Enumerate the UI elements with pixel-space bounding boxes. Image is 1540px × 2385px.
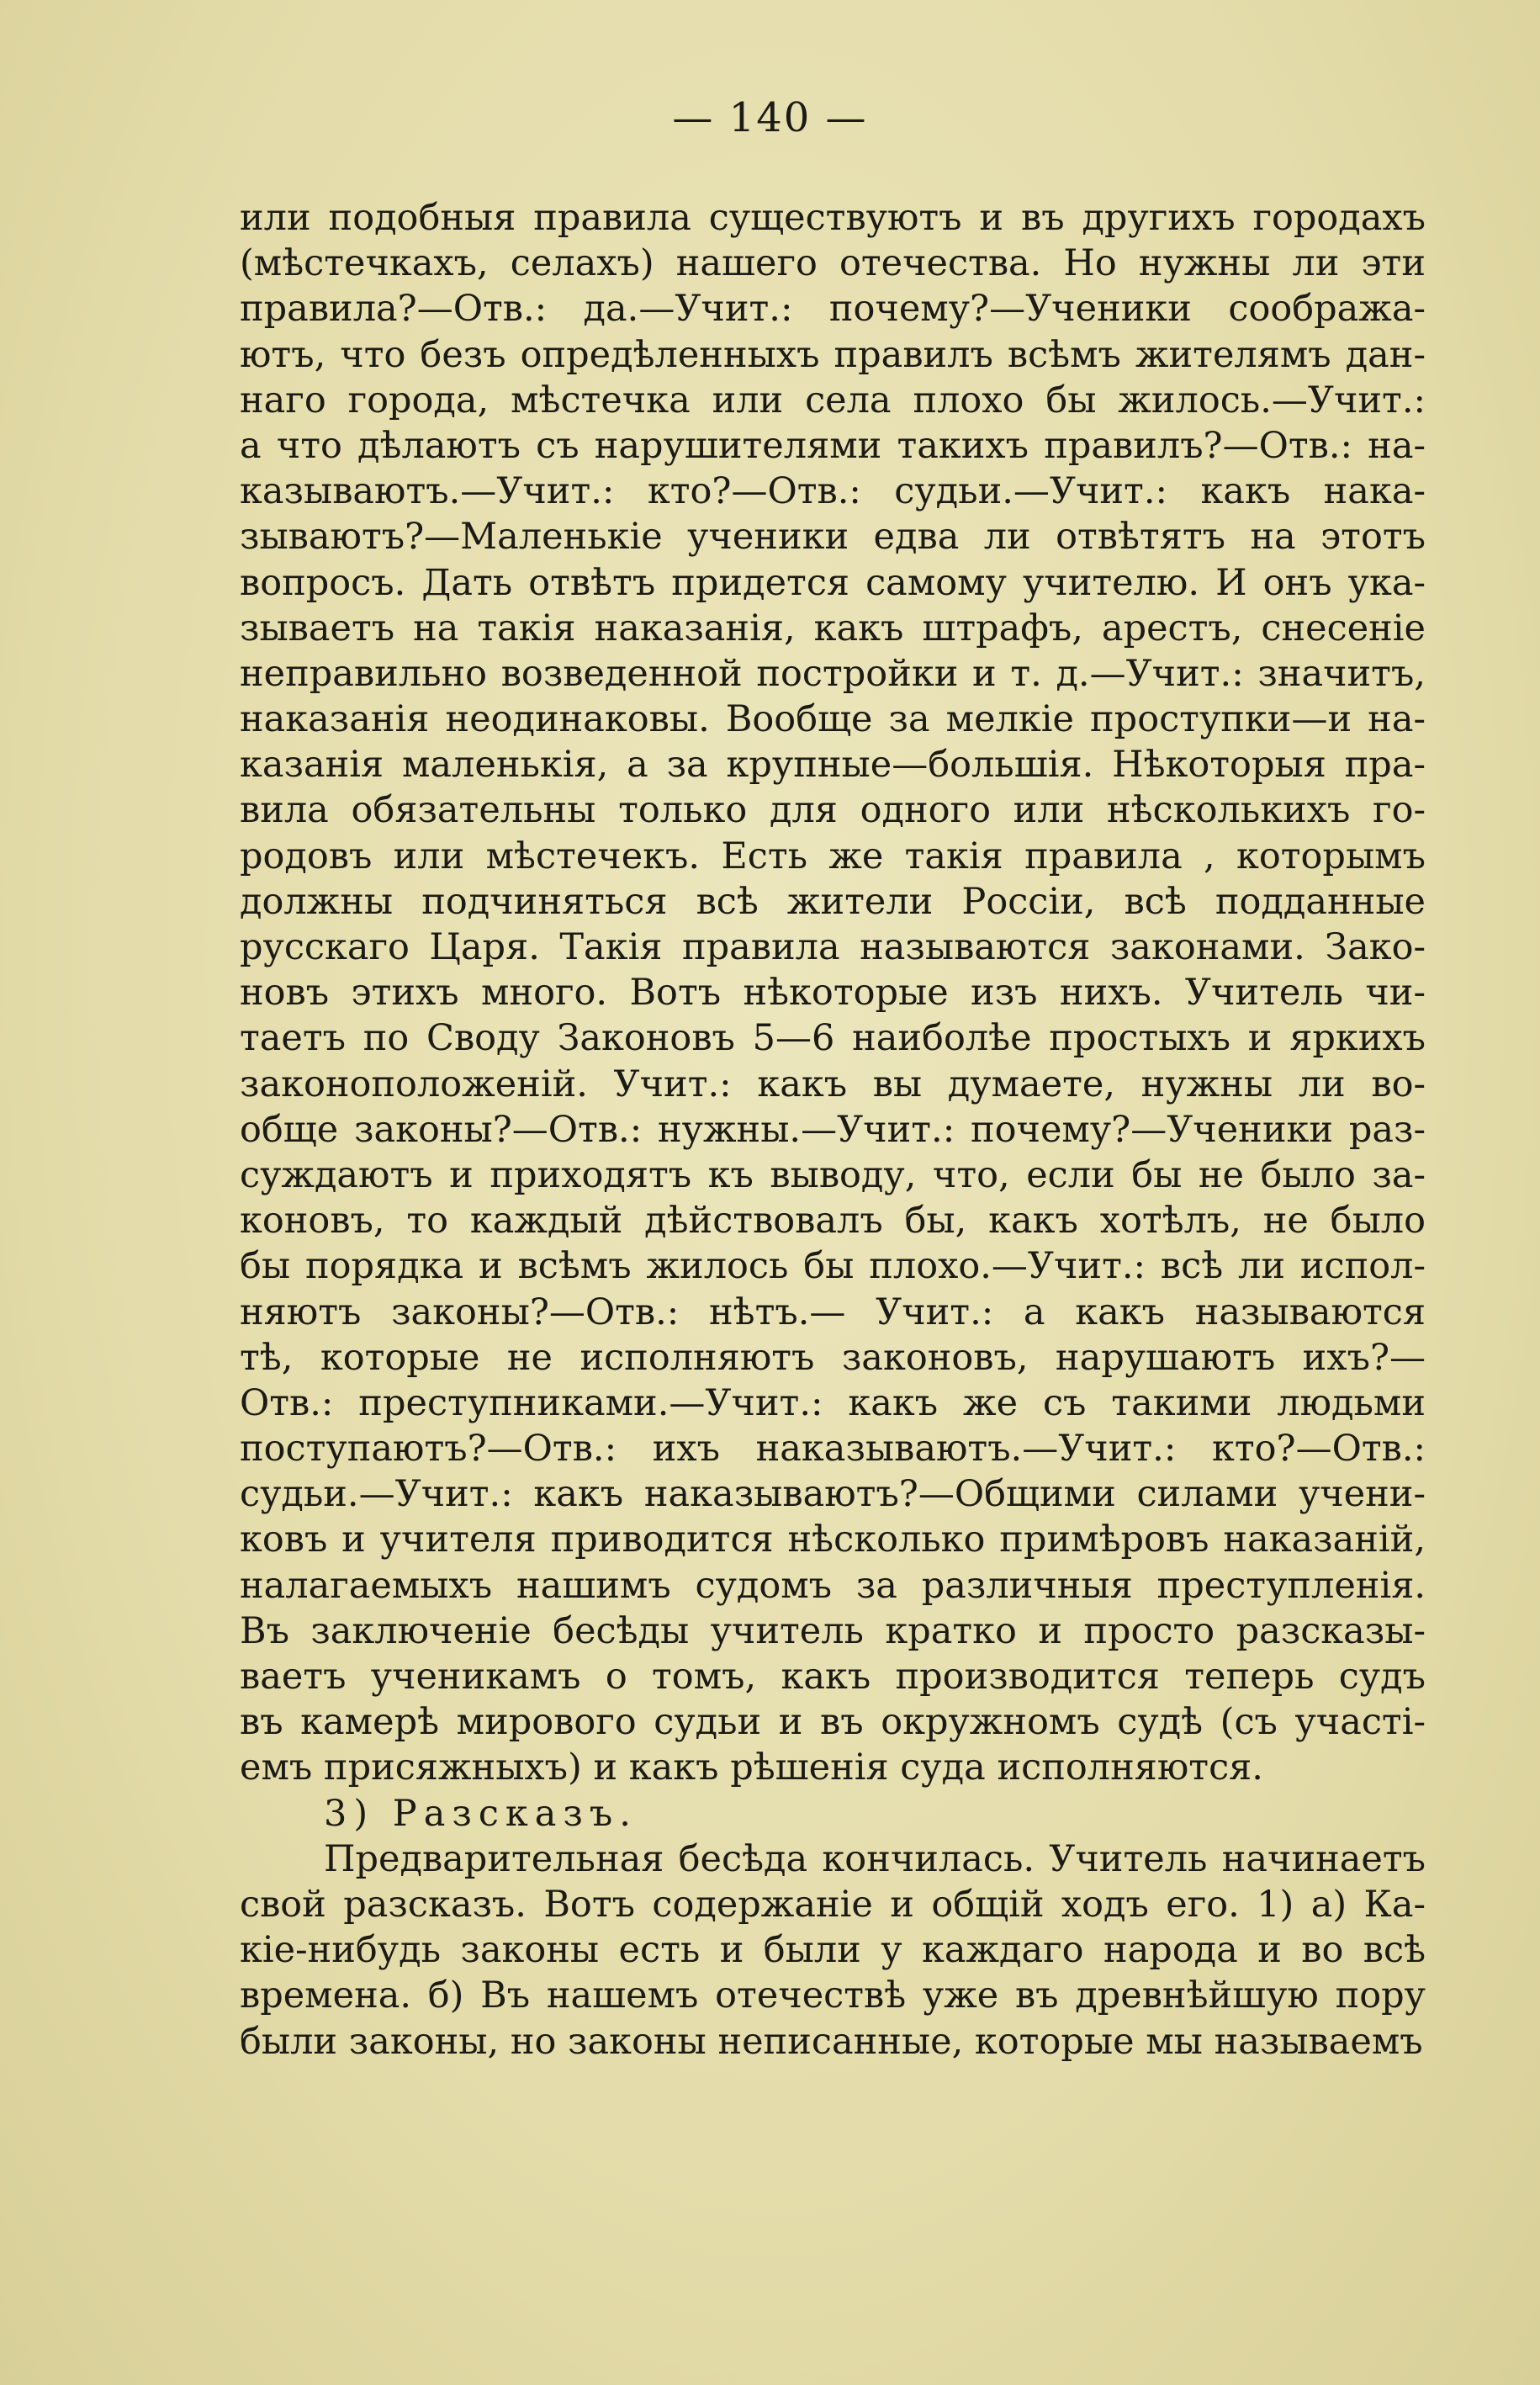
text-line: зываютъ?—Маленькіе ученики едва ли отвѣтятъ на этотъ [240,516,1426,559]
text-line: новъ этихъ много. Вотъ нѣкоторые изъ нихъ. Учитель чи- [240,972,1426,1015]
text-line: свой разсказъ. Вотъ содержаніе и общій ходъ его. 1) а) Ка- [240,1883,1426,1926]
text-line: правила?—Отв.: да.—Учит.: почему?—Ученики сообража- [240,288,1426,331]
paragraph-2 [240,1836,1426,2064]
text-line: коновъ, то каждый дѣйствовалъ бы, какъ хотѣлъ, не было [240,1200,1426,1243]
text-line: или подобныя правила существуютъ и въ другихъ городахъ [240,197,1426,239]
text-line: времена. б) Въ нашемъ отечествѣ уже въ древнѣйшую пору [240,1974,1426,2017]
text-line: обще законы?—Отв.: нужны.—Учит.: почему?—Ученики раз- [240,1108,1426,1151]
page-number: — 140 — [672,94,868,141]
text-line: налагаемыхъ нашимъ судомъ за различныя преступленія. [240,1564,1426,1607]
text-line: суждаютъ и приходятъ къ выводу, что, если бы не было за- [240,1153,1426,1196]
text-line: ютъ, что безъ опредѣленныхъ правилъ всѣмъ жителямъ дан- [240,333,1426,376]
section-heading: 3) Разсказъ. [324,1792,638,1835]
text-line: неправильно возведенной постройки и т. д.—Учит.: значитъ, [240,652,1426,695]
text-line: наказанія неодинаковы. Вообще за мелкіе проступки—и на- [240,698,1426,741]
text-line: няютъ законы?—Отв.: нѣтъ.— Учит.: а какъ называются [240,1291,1426,1333]
text-line: вопросъ. Дать отвѣтъ придется самому учителю. И онъ ука- [240,561,1426,604]
text-line: тѣ, которые не исполняютъ законовъ, нарушаютъ ихъ?— [240,1336,1426,1379]
text-line: емъ присяжныхъ) и какъ рѣшенія суда исполняются. [240,1746,1263,1789]
text-line: родовъ или мѣстечекъ. Есть же такія правила , которымъ [240,835,1426,877]
text-line: казанія маленькія, а за крупные—большія. Нѣкоторыя пра- [240,744,1426,787]
text-line: вила обязательны только для одного или нѣсколькихъ го- [240,789,1426,832]
text-line: (мѣстечкахъ, селахъ) нашего отечества. Но нужны ли эти [240,242,1426,285]
text-line: Отв.: преступниками.—Учит.: какъ же съ такими людьми [240,1381,1426,1424]
text-line: а что дѣлаютъ съ нарушителями такихъ правилъ?—Отв.: на- [240,424,1426,467]
text-line: бы порядка и всѣмъ жилось бы плохо.—Учит.: всѣ ли испол- [240,1245,1426,1288]
paragraph-1 [240,195,1426,1791]
text-line: поступаютъ?—Отв.: ихъ наказываютъ.—Учит.: кто?—Отв.: [240,1428,1426,1471]
text-line: таетъ по Своду Законовъ 5—6 наиболѣе простыхъ и яркихъ [240,1017,1426,1060]
text-line: въ камерѣ мирового судьи и въ окружномъ судѣ (съ участі- [240,1701,1426,1744]
text-line: Въ заключеніе бесѣды учитель кратко и просто разсказы- [240,1609,1426,1652]
text-line: ваетъ ученикамъ о томъ, какъ производится теперь судъ [240,1656,1426,1698]
text-line: зываетъ на такія наказанія, какъ штрафъ, арестъ, снесеніе [240,607,1426,649]
text-line: казываютъ.—Учит.: кто?—Отв.: судьи.—Учит.: какъ нака- [240,470,1426,513]
text-line: судьи.—Учит.: какъ наказываютъ?—Общими силами учени- [240,1473,1426,1516]
body-text [240,195,1426,2064]
text-line: наго города, мѣстечка или села плохо бы жилось.—Учит.: [240,379,1426,421]
text-line: законоположеній. Учит.: какъ вы думаете, нужны ли во- [240,1063,1426,1105]
text-line: ковъ и учителя приводится нѣсколько примѣровъ наказаній, [240,1518,1426,1561]
text-line: были законы, но законы неписанные, которые мы называемъ [240,2020,1423,2063]
text-line: должны подчиняться всѣ жители Россіи, всѣ подданные [240,880,1426,923]
text-line: Предварительная бесѣда кончилась. Учитель начинаетъ [324,1837,1426,1880]
text-line: русскаго Царя. Такія правила называются законами. Зако- [240,926,1426,968]
text-line: кіе-нибудь законы есть и были у каждаго народа и во всѣ [240,1929,1426,1972]
